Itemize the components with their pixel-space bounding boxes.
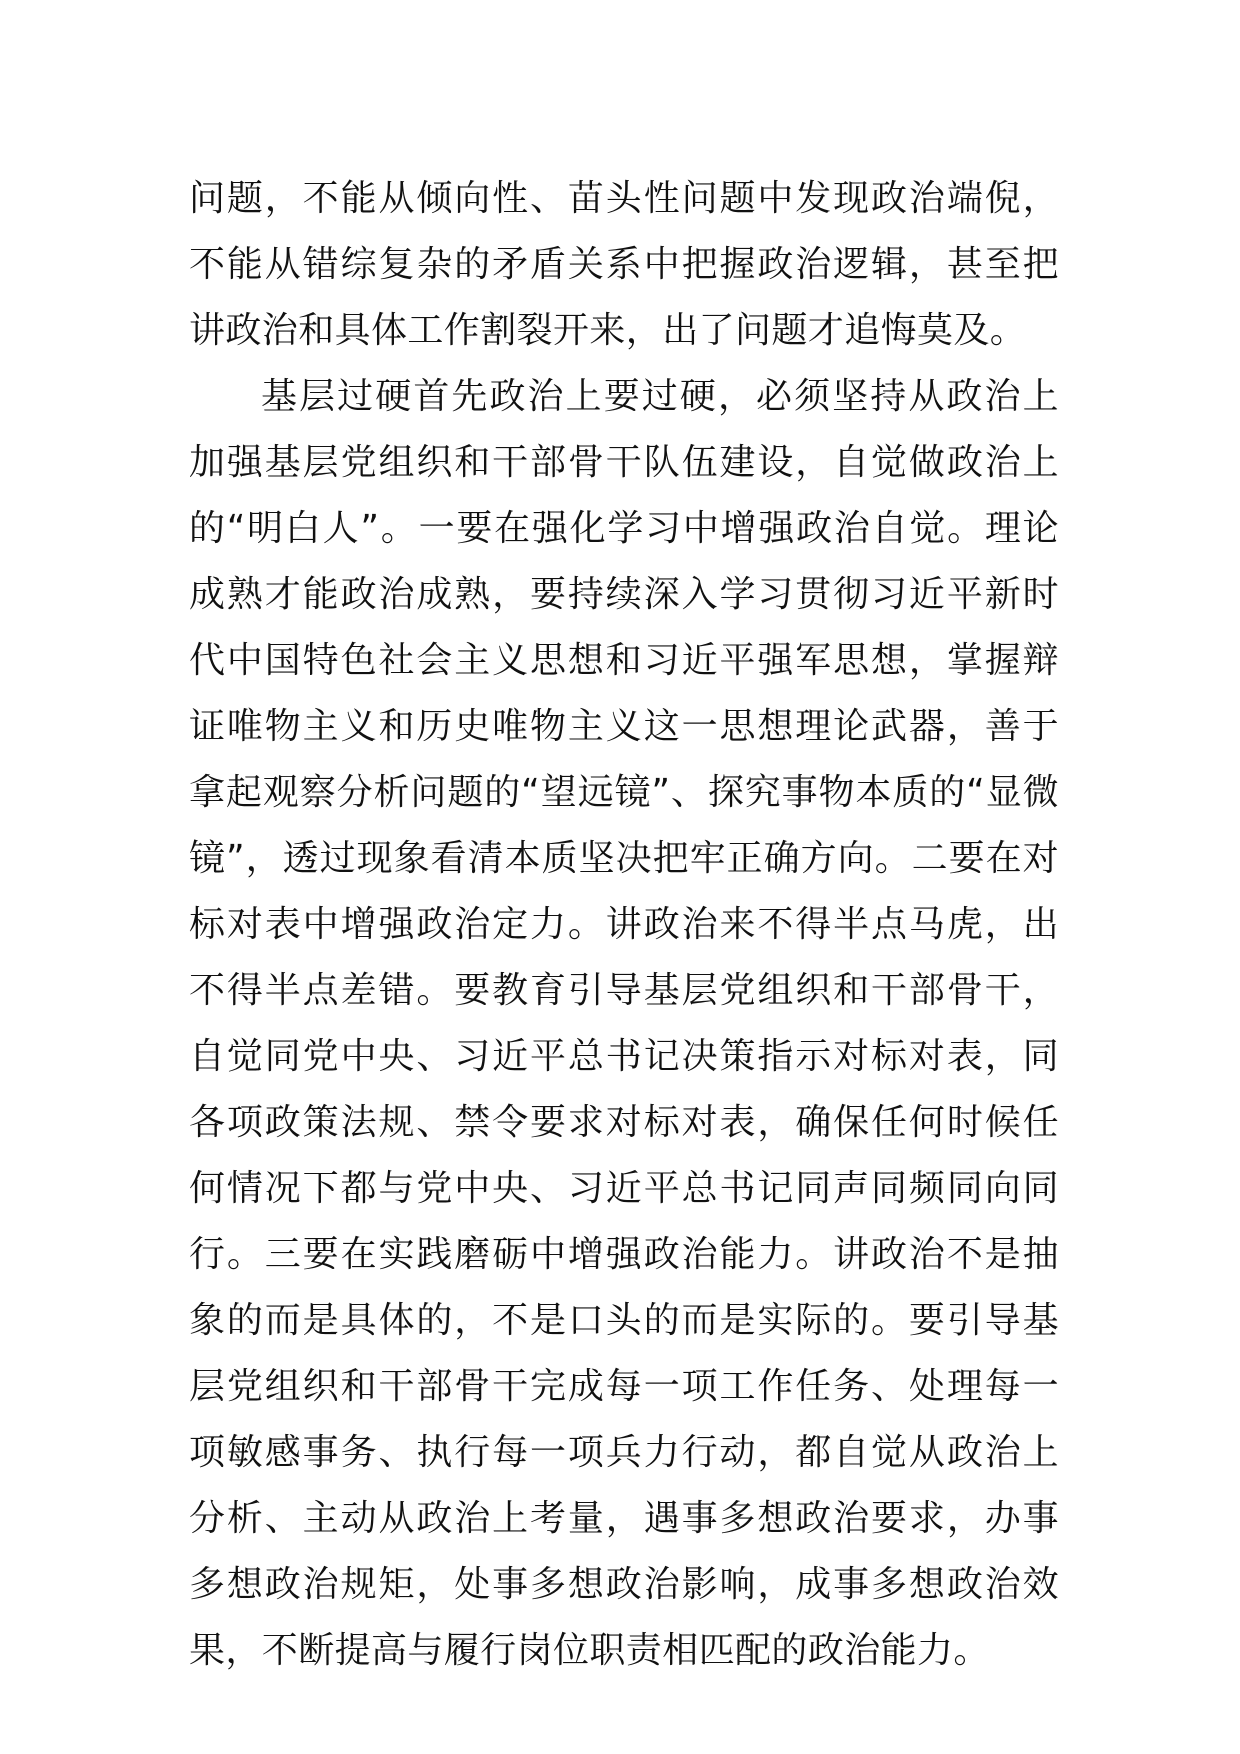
paragraph-political-hardening: 基层过硬首先政治上要过硬，必须坚持从政治上加强基层党组织和干部骨干队伍建设，自觉做政治上的“明白人”。一要在强化学习中增强政治自觉。理论成熟才能政治成熟，要持续深入学习贯彻习近平新时代中国特色社会主义思想和习近平强军思想，掌握辩证唯物主义和历史唯物主义这一思想理论武器，善于拿起观察分析问题的“望远镜”、探究事物本质的“显微镜”，透过现象看清本质坚决把牢正确方向。二要在对标对表中增强政治定力。讲政治来不得半点马虎，出不得半点差错。要教育引导基层党组织和干部骨干，自觉同党中央、习近平总书记决策指示对标对表，同各项政策法规、禁令要求对标对表，确保任何时候任何情况下都与党中央、习近平总书记同声同频同向同行。三要在实践磨砺中增强政治能力。讲政治不是抽象的而是具体的，不是口头的而是实际的。要引导基层党组织和干部骨干完成每一项工作任务、处理每一项敏感事务、执行每一项兵力行动，都自觉从政治上分析、主动从政治上考量，遇事多想政治要求，办事多想政治规矩，处事多想政治影响，成事多想政治效果，不断提高与履行岗位职责相匹配的政治能力。: [189, 376, 1059, 1671]
document-body: [189, 166, 1059, 1684]
paragraph-continuation: 问题，不能从倾向性、苗头性问题中发现政治端倪，不能从错综复杂的矛盾关系中把握政治逻辑，甚至把讲政治和具体工作割裂开来，出了问题才追悔莫及。: [189, 178, 1059, 351]
